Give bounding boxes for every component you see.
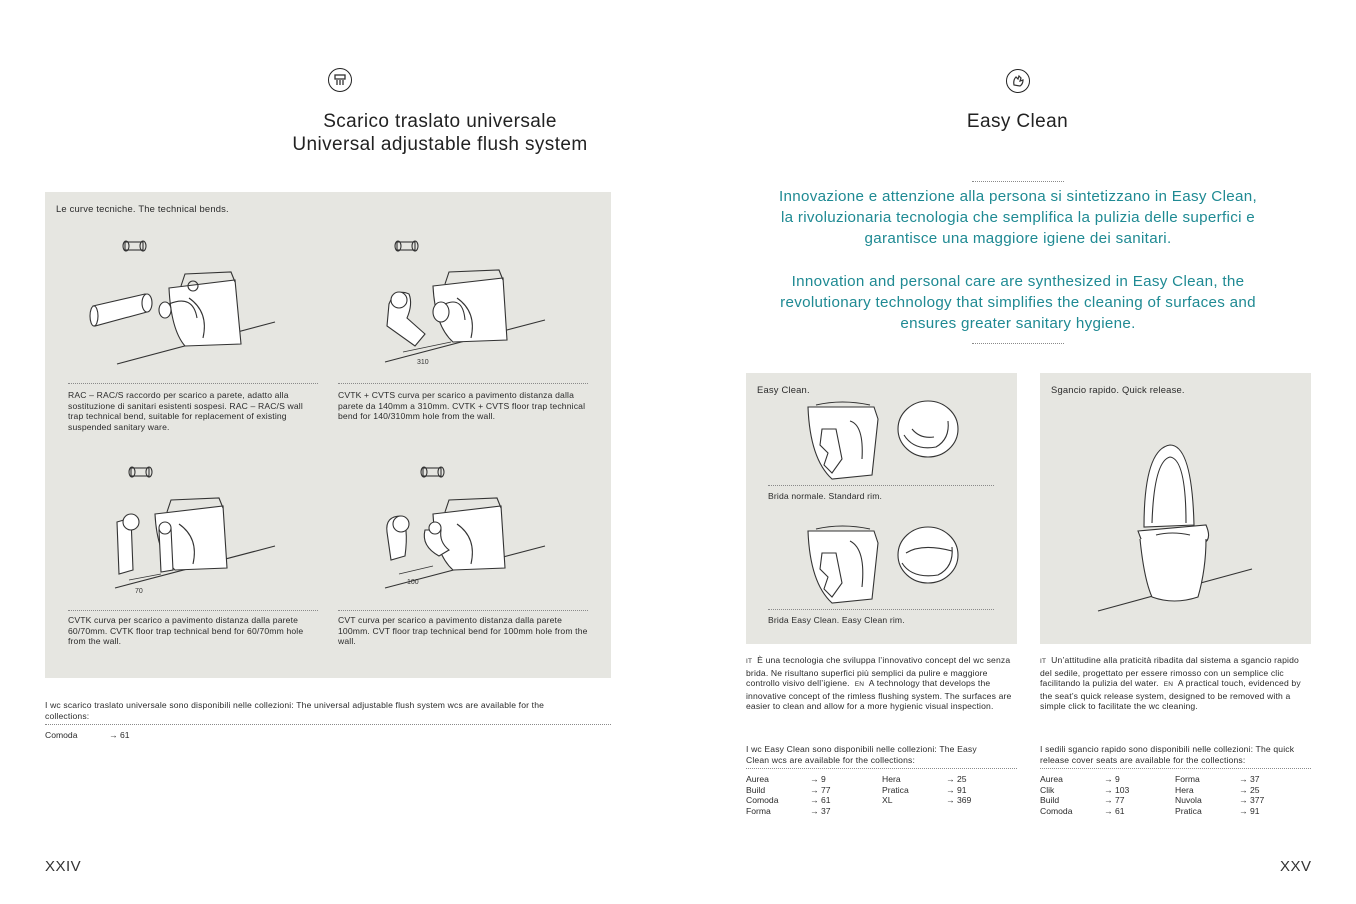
collections-list-quick-release-1 — [1040, 774, 1176, 816]
collection-page: → 9 — [810, 774, 826, 784]
cvtk-description: CVTK curva per scarico a pavimento distanza dalla parete 60/70mm. CVTK floor trap technical bend for 60/70mm hole from the wall. — [68, 615, 304, 647]
panel-label: Easy Clean. — [757, 384, 810, 395]
collections-list-quick-release-2 — [1175, 774, 1311, 816]
easy-clean-hand-icon — [1006, 69, 1030, 93]
collection-page: → 77 — [810, 784, 831, 795]
divider — [338, 610, 588, 611]
technical-bends-panel — [45, 192, 611, 678]
cvtk-bend-illustration — [105, 460, 355, 600]
collection-name[interactable]: Build — [1040, 795, 1060, 805]
collection-name[interactable]: Comoda — [1040, 805, 1073, 816]
list-item — [1175, 795, 1311, 806]
collection-name[interactable]: Forma — [1175, 774, 1200, 784]
list-item — [1175, 806, 1311, 817]
collection-name[interactable]: Nuvola — [1175, 795, 1202, 805]
easy-clean-panel — [746, 373, 1017, 644]
lang-tag-it: IT — [746, 658, 753, 665]
collection-page: → 369 — [946, 795, 972, 805]
lang-tag-en: EN — [854, 681, 865, 689]
list-item — [882, 774, 1018, 785]
easy-clean-body — [746, 655, 1016, 712]
collection-page: → 61 — [109, 730, 130, 740]
list-item — [1175, 774, 1311, 785]
folio-right: XXV — [1280, 858, 1312, 875]
collection-name[interactable]: Pratica — [882, 784, 909, 795]
availability-note-quick-release: I sedili sgancio rapido sono disponibili nelle collezioni: The quick release cover seats are available for the collections: — [1040, 744, 1295, 765]
list-item — [746, 774, 882, 785]
standard-rim-caption: Brida normale. Standard rim. — [768, 491, 883, 501]
list-item — [746, 785, 882, 796]
collection-name[interactable]: XL — [882, 795, 893, 805]
list-item — [746, 795, 882, 806]
page-title-left — [100, 110, 780, 156]
dimension-70: 70 — [135, 588, 143, 595]
dimension-310: 310 — [417, 359, 429, 366]
list-item — [882, 785, 1018, 796]
collection-page: → 61 — [810, 795, 831, 805]
divider — [768, 609, 994, 610]
divider — [45, 724, 611, 725]
collection-page: → 377 — [1239, 795, 1265, 805]
list-item — [882, 795, 1018, 806]
panel-label: Sgancio rapido. Quick release. — [1051, 384, 1185, 395]
collection-page: → 25 — [1239, 784, 1260, 795]
collection-name[interactable]: Comoda — [746, 795, 779, 805]
quick-release-body — [1040, 655, 1310, 712]
divider — [768, 485, 994, 486]
cvt-bend-illustration — [365, 460, 615, 600]
collection-name[interactable]: Aurea — [746, 774, 769, 784]
divider — [746, 768, 1017, 769]
list-item — [1040, 774, 1176, 785]
collection-page: → 61 — [1104, 805, 1125, 816]
flush-system-icon — [328, 68, 352, 92]
collection-name[interactable]: Hera — [1175, 784, 1194, 795]
collections-list-left — [45, 730, 181, 741]
collection-name[interactable]: Comoda — [45, 730, 78, 740]
page-title-right: Easy Clean — [966, 111, 1069, 132]
divider — [338, 383, 588, 384]
divider — [1040, 768, 1311, 769]
divider — [68, 383, 318, 384]
title-italian: Scarico traslato universale — [323, 111, 557, 132]
collections-list-easy-clean-2 — [882, 774, 1018, 806]
availability-note-left: I wc scarico traslato universale sono disponibili nelle collezioni: The universal adjustable flush system wcs are available for the collections: — [45, 700, 545, 721]
list-item — [1175, 785, 1311, 796]
panel-label: Le curve tecniche. The technical bends. — [56, 203, 229, 214]
collection-page: → 25 — [946, 774, 967, 784]
list-item — [1040, 785, 1176, 796]
quick-release-seat-illustration — [1096, 439, 1256, 615]
rac-description: RAC – RAC/S raccordo per scarico a parete, adatto alla sostituzione di sanitari esistenti sospesi. RAC – RAC/S wall trap technical bend, suitable for replacement of existing suspended sanitary ware. — [68, 390, 303, 432]
divider — [972, 181, 1064, 182]
easy-clean-body-it: È una tecnologia che sviluppa l’innovativo concept del wc senza brida. Ne risultano superfici più semplici da pulire e maggiore controllo visivo dell’igiene. — [746, 655, 1011, 689]
collection-page: → 77 — [1104, 795, 1125, 805]
lang-tag-en: EN — [1163, 681, 1174, 689]
easy-clean-rim-caption: Brida Easy Clean. Easy Clean rim. — [768, 615, 905, 625]
collection-name[interactable]: Aurea — [1040, 774, 1063, 784]
collection-page: → 37 — [1239, 774, 1260, 784]
collection-page: → 9 — [1104, 774, 1120, 784]
list-item — [1040, 806, 1176, 817]
collections-list-easy-clean-1 — [746, 774, 882, 816]
collection-page: → 103 — [1104, 784, 1130, 795]
easy-clean-body-en: A technology that develops the innovative concept of the rimless flushing system. The surfaces are easier to clean and allow for a more hygienic visual inspection. — [746, 678, 1012, 712]
quick-release-panel — [1040, 373, 1311, 644]
list-item — [45, 730, 181, 741]
divider — [972, 343, 1064, 344]
collection-page: → 91 — [1239, 805, 1260, 816]
collection-name[interactable]: Clik — [1040, 784, 1055, 795]
collection-name[interactable]: Build — [746, 784, 766, 795]
collection-name[interactable]: Forma — [746, 805, 771, 816]
easy-clean-rim-illustration — [802, 523, 972, 609]
lang-tag-it: IT — [1040, 658, 1047, 665]
standard-rim-illustration — [802, 399, 972, 485]
collection-page: → 37 — [810, 805, 831, 816]
cvtk-cvts-bend-illustration — [365, 234, 615, 374]
folio-left: XXIV — [45, 858, 82, 875]
collection-name[interactable]: Hera — [882, 774, 901, 784]
intro-italian: Innovazione e attenzione alla persona si sintetizzano in Easy Clean, la rivoluzionaria tecnologia che semplifica la pulizia delle superfici e garantisce una maggiore igiene dei sanitari. — [779, 188, 1257, 248]
dimension-100: 100 — [407, 579, 419, 586]
collection-name[interactable]: Pratica — [1175, 805, 1202, 816]
quick-release-body-it: Un’attitudine alla praticità ribadita dal sistema a sgancio rapido del sedile, progettato per essere rimosso con un semplice clic facilitando la pulizia del water. — [1040, 655, 1299, 689]
rac-bend-illustration — [85, 234, 335, 366]
cvt-description: CVT curva per scarico a pavimento distanza dalla parete 100mm. CVT floor trap technical bend for 100mm hole from the wall. — [338, 615, 588, 647]
list-item — [1040, 795, 1176, 806]
quick-release-body-en: A practical touch, evidenced by the seat’s quick release system, designed to be removed with a simple click to facilitate the wc cleaning. — [1040, 678, 1301, 712]
collection-page: → 91 — [946, 784, 967, 795]
intro-english: Innovation and personal care are synthesized in Easy Clean, the revolutionary technology that simplifies the cleaning of surfaces and ensures greater sanitary hygiene. — [780, 273, 1256, 333]
title-english: Universal adjustable flush system — [292, 134, 588, 155]
list-item — [746, 806, 882, 817]
cvtk-cvts-description: CVTK + CVTS curva per scarico a pavimento distanza dalla parete da 140mm a 310mm. CVTK + CVTS floor trap technical bend for 140/310mm hole from the wall. — [338, 390, 586, 422]
divider — [68, 610, 318, 611]
availability-note-easy-clean: I wc Easy Clean sono disponibili nelle collezioni: The Easy Clean wcs are available for the collections: — [746, 744, 977, 765]
